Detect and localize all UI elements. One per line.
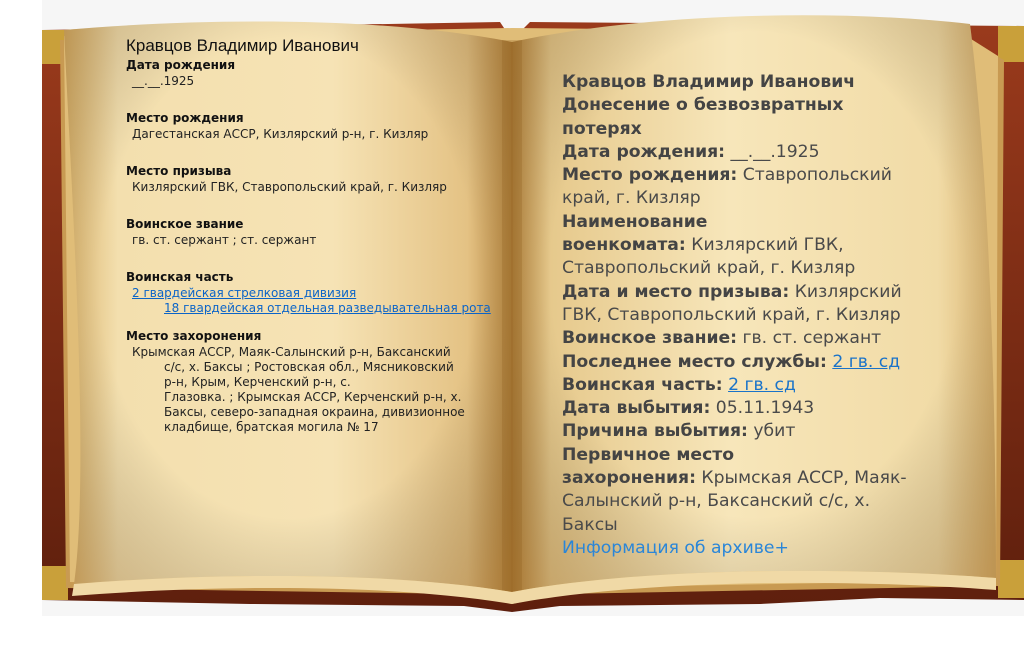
unit-label: Воинская часть [126, 270, 234, 284]
report-birth-place-label: Место рождения: [562, 165, 738, 186]
division-link[interactable]: 2 гвардейская стрелковая дивизия [132, 286, 357, 300]
report-burial-value-2: Салынский р-н, Баксанский с/с, х. [562, 491, 871, 512]
last-service-link[interactable]: 2 гв. сд [832, 351, 901, 372]
report-enlist-row [562, 234, 962, 257]
burial-line-2: с/с, х. Баксы ; Ростовская обл., Мясниковский [164, 360, 454, 374]
report-conscription-row [562, 281, 962, 304]
report-burial-label-2: захоронения: [562, 468, 696, 489]
report-birth-place-value-1: Ставропольский [742, 165, 892, 186]
conscription-place-value: Кизлярский ГВК, Ставропольский край, г. Кизляр [132, 180, 447, 194]
report-reason-value: убит [753, 421, 796, 442]
left-page-content [126, 36, 496, 435]
birth-date-label: Дата рождения [126, 58, 236, 72]
burial-line-5: Баксы, северо-западная окраина, дивизионное [164, 405, 465, 419]
burial-label: Место захоронения [126, 329, 262, 343]
report-conscription-value-2: ГВК, Ставропольский край, г. Кизляр [562, 304, 901, 325]
burial-line-6: кладбище, братская могила № 17 [164, 420, 379, 434]
person-name-heading: Кравцов Владимир Иванович [126, 36, 359, 55]
report-unit-row [562, 374, 962, 397]
report-burial-label-1: Первичное место [562, 444, 735, 465]
report-rank-label: Воинское звание: [562, 328, 738, 349]
rank-label: Воинское звание [126, 217, 244, 231]
burial-line-3: р-н, Крым, Керченский р-н, с. [164, 375, 351, 389]
report-birth-date-row [562, 141, 962, 164]
report-last-service-row [562, 351, 962, 374]
report-leave-date-row [562, 397, 962, 420]
burial-line-4: Глазовка. ; Крымская АССР, Керченский р-н, х. [164, 390, 462, 404]
report-unit-label: Воинская часть: [562, 374, 723, 395]
report-last-service-label: Последнее место службы: [562, 351, 827, 372]
report-burial-value-3: Баксы [562, 514, 618, 535]
birth-date-value: __.__.1925 [132, 74, 195, 88]
right-page-content [562, 71, 962, 560]
report-enlist-label-1: Наименование [562, 211, 708, 232]
birth-place-value: Дагестанская АССР, Кизлярский р-н, г. Кизляр [132, 127, 429, 141]
report-birth-place-value-2: край, г. Кизляр [562, 188, 701, 209]
report-reason-label: Причина выбытия: [562, 421, 748, 442]
report-title-line-1: Донесение о безвозвратных [562, 95, 844, 116]
report-birth-place-row [562, 164, 962, 187]
report-birth-date-label: Дата рождения: [562, 141, 726, 162]
report-rank-value: гв. ст. сержант [742, 328, 882, 349]
report-person-name: Кравцов Владимир Иванович [562, 72, 856, 92]
rank-value: гв. ст. сержант ; ст. сержант [132, 233, 317, 247]
report-conscription-label: Дата и место призыва: [562, 281, 790, 302]
conscription-place-label: Место призыва [126, 164, 232, 178]
report-reason-row [562, 420, 962, 443]
report-burial-row [562, 467, 962, 490]
report-enlist-value-2: Ставропольский край, г. Кизляр [562, 258, 856, 279]
report-conscription-value-1: Кизлярский [794, 281, 902, 302]
report-leave-date-value: 05.11.1943 [715, 398, 815, 419]
birth-place-label: Место рождения [126, 111, 244, 125]
report-leave-date-label: Дата выбытия: [562, 398, 711, 419]
recon-company-link[interactable]: 18 гвардейская отдельная разведывательная рота [164, 301, 491, 315]
report-rank-row [562, 327, 962, 350]
report-title-line-2: потерях [562, 118, 642, 139]
report-enlist-label-2: военкомата: [562, 235, 686, 256]
archive-info-link[interactable]: Информация об архиве+ [562, 537, 789, 558]
report-birth-date-value: __.__.1925 [730, 141, 820, 162]
report-enlist-value-1: Кизлярский ГВК, [691, 235, 844, 256]
unit-link[interactable]: 2 гв. сд [728, 374, 796, 395]
burial-line-1: Крымская АССР, Маяк-Салынский р-н, Баксанский [132, 345, 451, 359]
report-burial-value-1: Крымская АССР, Маяк- [701, 468, 907, 489]
